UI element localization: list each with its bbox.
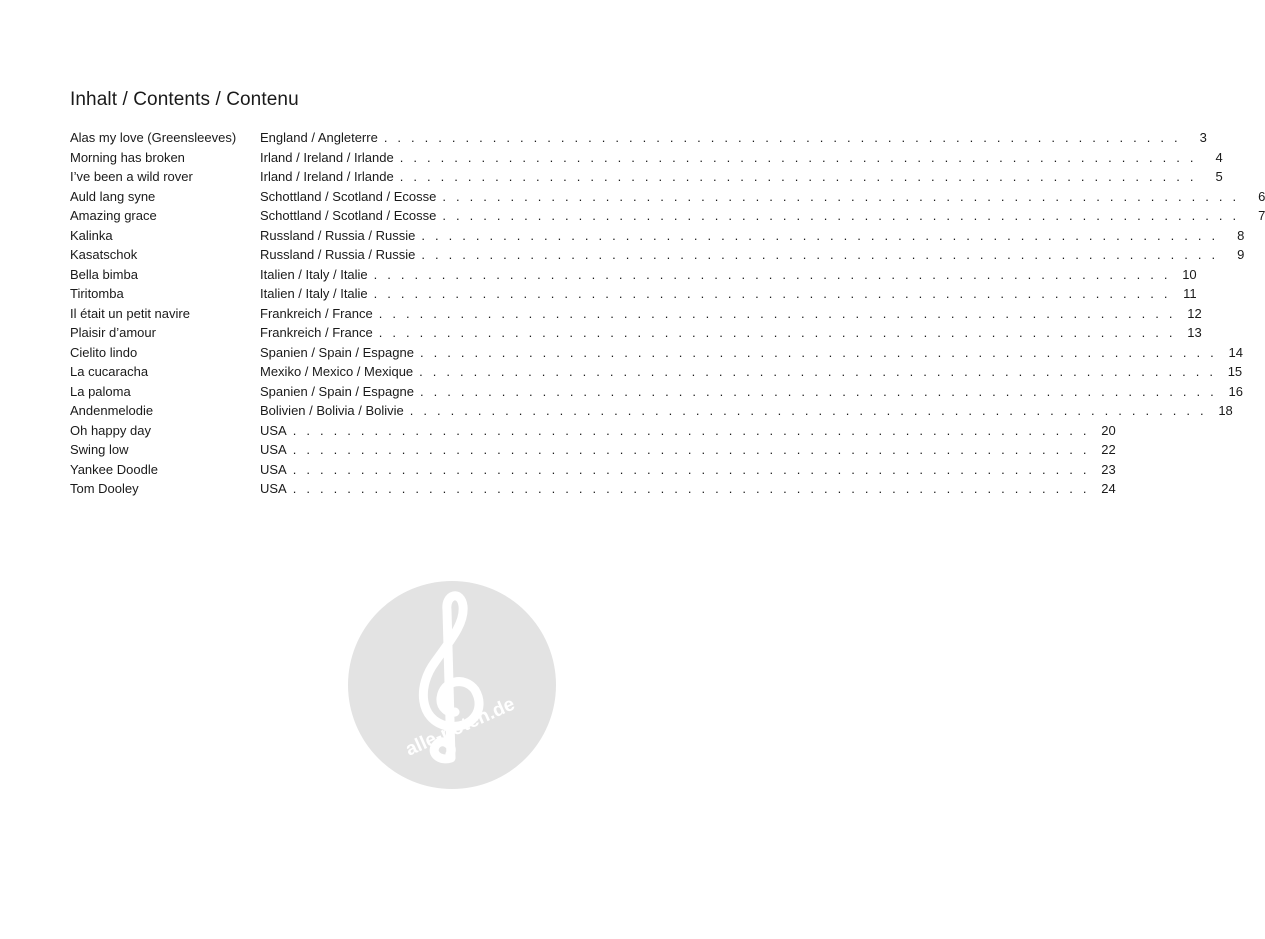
song-origin: Italien / Italy / Italie <box>260 286 368 301</box>
toc-entry <box>70 460 1116 480</box>
toc-entry <box>70 265 1197 285</box>
dot-leader: . . . . . . . . . . . . . . . . . . . . . . . . . . . . . . . . . . . . . . . . . . . . . . . . . . . . . . . . . . . <box>442 208 1240 223</box>
dot-leader: . . . . . . . . . . . . . . . . . . . . . . . . . . . . . . . . . . . . . . . . . . . . . . . . . . . . . . . . . . . <box>421 227 1219 243</box>
song-origin: Schottland / Scotland / Ecosse <box>260 188 437 204</box>
toc-entry <box>70 362 1243 382</box>
song-title: Tiritomba <box>70 286 124 301</box>
song-origin: Mexiko / Mexico / Mexique <box>260 364 414 379</box>
dot-leader: . . . . . . . . . . . . . . . . . . . . . . . . . . . . . . . . . . . . . . . . . . . . . . . . . . . . . . . . . . . <box>421 247 1219 262</box>
song-origin: Irland / Ireland / Irlande <box>260 169 394 184</box>
dot-leader: . . . . . . . . . . . . . . . . . . . . . . . . . . . . . . . . . . . . . . . . . . . . . . . . . . . . . . . . . . . <box>378 305 1176 321</box>
dot-leader: . . . . . . . . . . . . . . . . . . . . . . . . . . . . . . . . . . . . . . . . . . . . . . . . . . . . . . . . . . . <box>292 461 1090 477</box>
song-origin: Spanien / Spain / Espagne <box>260 344 414 360</box>
toc-entry <box>70 187 1265 207</box>
toc-entry <box>70 128 1207 148</box>
song-origin: Frankreich / France <box>260 305 373 321</box>
page-number: 24 <box>1101 481 1116 496</box>
dot-leader: . . . . . . . . . . . . . . . . . . . . . . . . . . . . . . . . . . . . . . . . . . . . . . . . . . . . . . . . . . . <box>373 266 1171 282</box>
toc-entry <box>70 421 1116 441</box>
song-title: Morning has broken <box>70 149 185 165</box>
dot-leader: . . . . . . . . . . . . . . . . . . . . . . . . . . . . . . . . . . . . . . . . . . . . . . . . . . . . . . . . . . . <box>419 344 1217 360</box>
dot-leader: . . . . . . . . . . . . . . . . . . . . . . . . . . . . . . . . . . . . . . . . . . . . . . . . . . . . . . . . . . . <box>442 188 1240 204</box>
page-number: 14 <box>1228 344 1243 360</box>
song-origin: Frankreich / France <box>260 325 373 340</box>
toc-entry <box>70 304 1202 324</box>
toc-entry <box>70 323 1202 343</box>
page-number: 13 <box>1187 325 1202 340</box>
page-number: 10 <box>1182 266 1197 282</box>
page-number: 22 <box>1101 442 1116 457</box>
song-title: Tom Dooley <box>70 481 139 496</box>
page-number: 6 <box>1258 188 1265 204</box>
watermark-text: alle-noten.de <box>402 693 519 761</box>
song-title: Andenmelodie <box>70 403 154 418</box>
song-origin: England / Angleterre <box>260 130 378 145</box>
watermark-logo <box>347 580 557 790</box>
toc-entry <box>70 206 1265 226</box>
dot-leader: . . . . . . . . . . . . . . . . . . . . . . . . . . . . . . . . . . . . . . . . . . . . . . . . . . . . . . . . . . . <box>409 403 1207 418</box>
dot-leader: . . . . . . . . . . . . . . . . . . . . . . . . . . . . . . . . . . . . . . . . . . . . . . . . . . . . . . . . . . . <box>419 383 1217 399</box>
toc-entry <box>70 148 1223 168</box>
song-origin: Russland / Russia / Russie <box>260 247 416 262</box>
page-number: 11 <box>1183 286 1197 301</box>
song-title: I’ve been a wild rover <box>70 169 193 184</box>
song-title: La paloma <box>70 383 131 399</box>
song-title: Amazing grace <box>70 208 157 223</box>
toc-entry <box>70 167 1223 187</box>
dot-leader: . . . . . . . . . . . . . . . . . . . . . . . . . . . . . . . . . . . . . . . . . . . . . . . . . . . . . . . . . . . <box>292 481 1090 496</box>
page-number: 4 <box>1215 149 1223 165</box>
song-origin: Bolivien / Bolivia / Bolivie <box>260 403 404 418</box>
song-title: Kalinka <box>70 227 113 243</box>
page-number: 3 <box>1199 130 1207 145</box>
song-title: Swing low <box>70 442 129 457</box>
song-origin: Schottland / Scotland / Ecosse <box>260 208 437 223</box>
dot-leader: . . . . . . . . . . . . . . . . . . . . . . . . . . . . . . . . . . . . . . . . . . . . . . . . . . . . . . . . . . . <box>399 169 1197 184</box>
toc-entry <box>70 226 1245 246</box>
song-title: Il était un petit navire <box>70 305 190 321</box>
dot-leader: . . . . . . . . . . . . . . . . . . . . . . . . . . . . . . . . . . . . . . . . . . . . . . . . . . . . . . . . . . . <box>383 130 1181 145</box>
song-title: Oh happy day <box>70 422 151 438</box>
toc-entry <box>70 343 1243 363</box>
song-origin: USA <box>260 422 287 438</box>
page-title: Inhalt / Contents / Contenu <box>70 89 299 110</box>
dot-leader: . . . . . . . . . . . . . . . . . . . . . . . . . . . . . . . . . . . . . . . . . . . . . . . . . . . . . . . . . . . <box>373 286 1171 301</box>
toc-entry <box>70 382 1243 402</box>
dot-leader: . . . . . . . . . . . . . . . . . . . . . . . . . . . . . . . . . . . . . . . . . . . . . . . . . . . . . . . . . . . <box>292 422 1090 438</box>
toc-entry <box>70 401 1233 421</box>
page-number: 5 <box>1215 169 1223 184</box>
song-origin: Spanien / Spain / Espagne <box>260 383 414 399</box>
song-title: Cielito lindo <box>70 344 138 360</box>
page-number: 9 <box>1237 247 1245 262</box>
page-number: 16 <box>1228 383 1243 399</box>
song-origin: USA <box>260 442 287 457</box>
page-number: 15 <box>1227 364 1243 379</box>
page-number: 23 <box>1101 461 1116 477</box>
dot-leader: . . . . . . . . . . . . . . . . . . . . . . . . . . . . . . . . . . . . . . . . . . . . . . . . . . . . . . . . . . . <box>378 325 1176 340</box>
song-title: Bella bimba <box>70 266 138 282</box>
toc-entry <box>70 245 1245 265</box>
song-origin: Italien / Italy / Italie <box>260 266 368 282</box>
song-title: La cucaracha <box>70 364 149 379</box>
dot-leader: . . . . . . . . . . . . . . . . . . . . . . . . . . . . . . . . . . . . . . . . . . . . . . . . . . . . . . . . . . . <box>399 149 1197 165</box>
toc-entry <box>70 440 1116 460</box>
song-origin: Russland / Russia / Russie <box>260 227 416 243</box>
dot-leader: . . . . . . . . . . . . . . . . . . . . . . . . . . . . . . . . . . . . . . . . . . . . . . . . . . . . . . . . . . . <box>292 442 1090 457</box>
table-of-contents <box>70 128 1265 499</box>
song-title: Alas my love (Greensleeves) <box>70 130 237 145</box>
dot-leader: . . . . . . . . . . . . . . . . . . . . . . . . . . . . . . . . . . . . . . . . . . . . . . . . . . . . . . . . . . . <box>419 364 1217 379</box>
page-number: 18 <box>1218 403 1233 418</box>
song-origin: USA <box>260 461 287 477</box>
toc-entry <box>70 284 1197 304</box>
page-number: 12 <box>1187 305 1202 321</box>
song-title: Auld lang syne <box>70 188 156 204</box>
song-origin: Irland / Ireland / Irlande <box>260 149 394 165</box>
page-number: 20 <box>1101 422 1116 438</box>
song-title: Yankee Doodle <box>70 461 158 477</box>
song-title: Kasatschok <box>70 247 138 262</box>
song-origin: USA <box>260 481 287 496</box>
toc-entry <box>70 479 1116 499</box>
page-number: 8 <box>1237 227 1245 243</box>
song-title: Plaisir d’amour <box>70 325 156 340</box>
page-number: 7 <box>1258 208 1265 223</box>
